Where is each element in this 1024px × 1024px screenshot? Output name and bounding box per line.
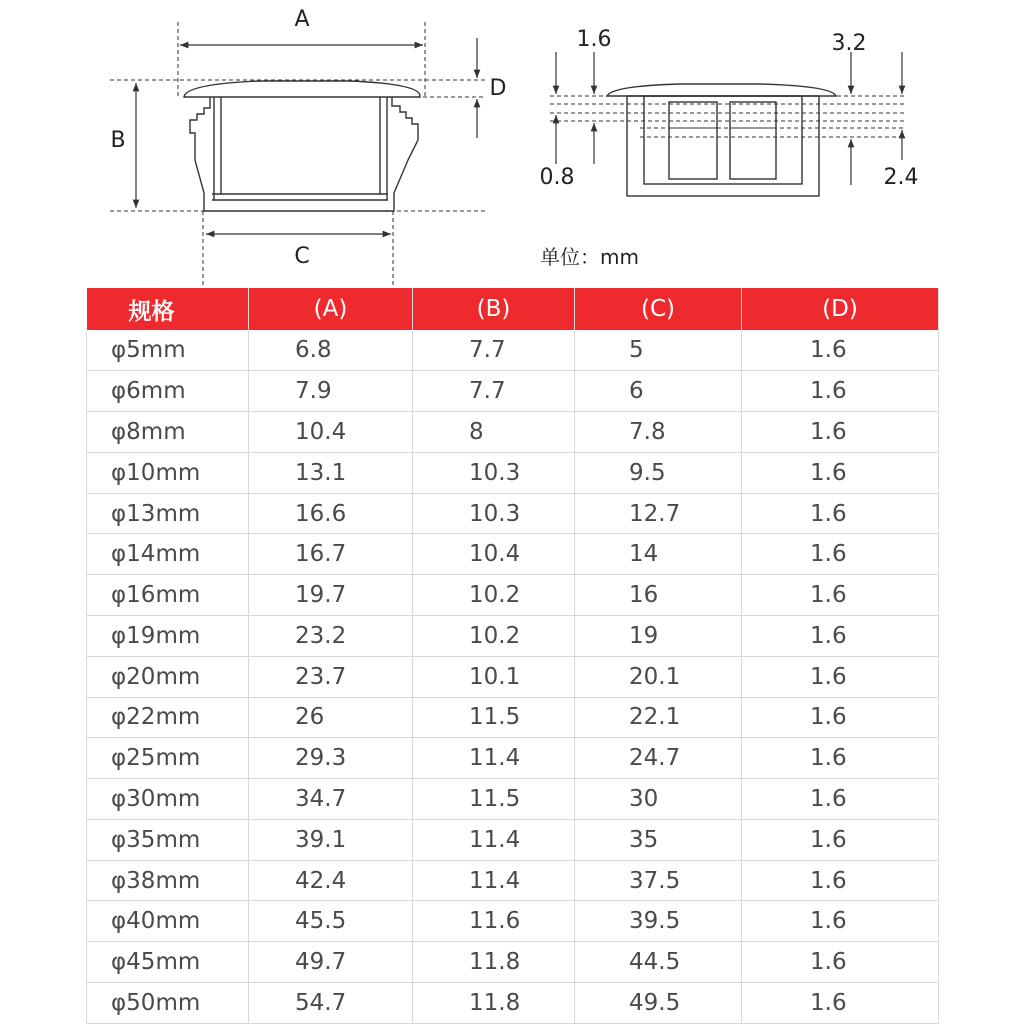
d-cell: 1.6: [742, 983, 939, 1024]
spec-cell: φ40mm: [87, 901, 249, 942]
c-cell: 12.7: [575, 493, 742, 534]
b-cell: 11.8: [413, 942, 575, 983]
dim-3-2-label: 3.2: [831, 31, 867, 56]
spec-cell: φ45mm: [87, 942, 249, 983]
c-cell: 35: [575, 819, 742, 860]
b-cell: 7.7: [413, 330, 575, 371]
c-cell: 30: [575, 779, 742, 820]
table-row: [87, 493, 939, 534]
header-d: (D): [742, 288, 939, 330]
a-cell: 26: [249, 697, 413, 738]
b-cell: 11.5: [413, 779, 575, 820]
b-cell: 10.4: [413, 534, 575, 575]
c-cell: 16: [575, 575, 742, 616]
d-cell: 1.6: [742, 534, 939, 575]
spec-cell: φ10mm: [87, 452, 249, 493]
spec-cell: φ50mm: [87, 983, 249, 1024]
a-cell: 49.7: [249, 942, 413, 983]
b-cell: 11.6: [413, 901, 575, 942]
header-spec: 规格: [87, 288, 249, 330]
dim-0-8-label: 0.8: [539, 165, 575, 190]
table-row: [87, 901, 939, 942]
a-cell: 16.7: [249, 534, 413, 575]
a-cell: 23.2: [249, 615, 413, 656]
c-cell: 19: [575, 615, 742, 656]
d-cell: 1.6: [742, 330, 939, 371]
c-cell: 7.8: [575, 412, 742, 453]
table-row: [87, 330, 939, 371]
spec-cell: φ8mm: [87, 412, 249, 453]
d-cell: 1.6: [742, 656, 939, 697]
table-row: [87, 697, 939, 738]
a-cell: 19.7: [249, 575, 413, 616]
b-cell: 7.7: [413, 371, 575, 412]
header-b: (B): [413, 288, 575, 330]
unit-note: 单位：mm: [540, 245, 639, 269]
a-cell: 39.1: [249, 819, 413, 860]
spec-cell: φ14mm: [87, 534, 249, 575]
dimension-a-label: A: [294, 7, 310, 32]
a-cell: 34.7: [249, 779, 413, 820]
section-slot-left: [669, 102, 717, 179]
table-row: [87, 452, 939, 493]
b-cell: 8: [413, 412, 575, 453]
c-cell: 24.7: [575, 738, 742, 779]
d-cell: 1.6: [742, 452, 939, 493]
table-row: [87, 983, 939, 1024]
dimension-c-label: C: [294, 244, 310, 269]
a-cell: 7.9: [249, 371, 413, 412]
a-cell: 16.6: [249, 493, 413, 534]
spec-cell: φ30mm: [87, 779, 249, 820]
spec-cell: φ16mm: [87, 575, 249, 616]
a-cell: 23.7: [249, 656, 413, 697]
d-cell: 1.6: [742, 371, 939, 412]
table-row: [87, 656, 939, 697]
spec-cell: φ13mm: [87, 493, 249, 534]
section-slot-right: [730, 102, 776, 179]
section-cap: [607, 84, 836, 96]
c-cell: 9.5: [575, 452, 742, 493]
dimension-diagram: [0, 0, 1024, 288]
table-header-row: [87, 288, 939, 330]
table-row: [87, 371, 939, 412]
c-cell: 5: [575, 330, 742, 371]
spec-cell: φ20mm: [87, 656, 249, 697]
dim-2-4-label: 2.4: [883, 165, 919, 190]
plug-right-wall: [386, 97, 418, 211]
d-cell: 1.6: [742, 779, 939, 820]
table-row: [87, 575, 939, 616]
d-cell: 1.6: [742, 575, 939, 616]
plug-cap: [184, 81, 420, 97]
c-cell: 44.5: [575, 942, 742, 983]
table-row: [87, 860, 939, 901]
b-cell: 10.1: [413, 656, 575, 697]
b-cell: 11.4: [413, 860, 575, 901]
spec-cell: φ25mm: [87, 738, 249, 779]
header-a: (A): [249, 288, 413, 330]
d-cell: 1.6: [742, 493, 939, 534]
a-cell: 6.8: [249, 330, 413, 371]
spec-cell: φ35mm: [87, 819, 249, 860]
a-cell: 45.5: [249, 901, 413, 942]
c-cell: 49.5: [575, 983, 742, 1024]
table-row: [87, 779, 939, 820]
header-c: (C): [575, 288, 742, 330]
d-cell: 1.6: [742, 901, 939, 942]
d-cell: 1.6: [742, 860, 939, 901]
table-row: [87, 412, 939, 453]
a-cell: 10.4: [249, 412, 413, 453]
table-row: [87, 819, 939, 860]
table-row: [87, 615, 939, 656]
d-cell: 1.6: [742, 942, 939, 983]
table-row: [87, 738, 939, 779]
a-cell: 13.1: [249, 452, 413, 493]
cross-section-extension-lines: [550, 96, 905, 137]
table-body: [87, 330, 939, 1024]
spec-cell: φ6mm: [87, 371, 249, 412]
b-cell: 11.5: [413, 697, 575, 738]
b-cell: 10.3: [413, 493, 575, 534]
d-cell: 1.6: [742, 412, 939, 453]
spec-cell: φ22mm: [87, 697, 249, 738]
dimension-d-label: D: [489, 76, 507, 101]
plug-left-wall: [190, 97, 212, 211]
b-cell: 10.3: [413, 452, 575, 493]
a-cell: 42.4: [249, 860, 413, 901]
dimension-b-label: B: [110, 128, 126, 153]
spec-table: [86, 288, 939, 1024]
c-cell: 22.1: [575, 697, 742, 738]
spec-cell: φ5mm: [87, 330, 249, 371]
spec-cell: φ19mm: [87, 615, 249, 656]
b-cell: 10.2: [413, 575, 575, 616]
c-cell: 14: [575, 534, 742, 575]
c-cell: 20.1: [575, 656, 742, 697]
a-cell: 54.7: [249, 983, 413, 1024]
section-inner-body: [644, 96, 802, 184]
d-cell: 1.6: [742, 819, 939, 860]
table-row: [87, 942, 939, 983]
d-cell: 1.6: [742, 738, 939, 779]
d-cell: 1.6: [742, 615, 939, 656]
table-row: [87, 534, 939, 575]
b-cell: 10.2: [413, 615, 575, 656]
b-cell: 11.4: [413, 819, 575, 860]
cross-section-drawing: [550, 52, 905, 196]
dim-1-6-label: 1.6: [576, 27, 612, 52]
section-outer-body: [627, 96, 819, 196]
c-cell: 6: [575, 371, 742, 412]
d-cell: 1.6: [742, 697, 939, 738]
spec-cell: φ38mm: [87, 860, 249, 901]
c-cell: 37.5: [575, 860, 742, 901]
b-cell: 11.4: [413, 738, 575, 779]
c-cell: 39.5: [575, 901, 742, 942]
b-cell: 11.8: [413, 983, 575, 1024]
a-cell: 29.3: [249, 738, 413, 779]
